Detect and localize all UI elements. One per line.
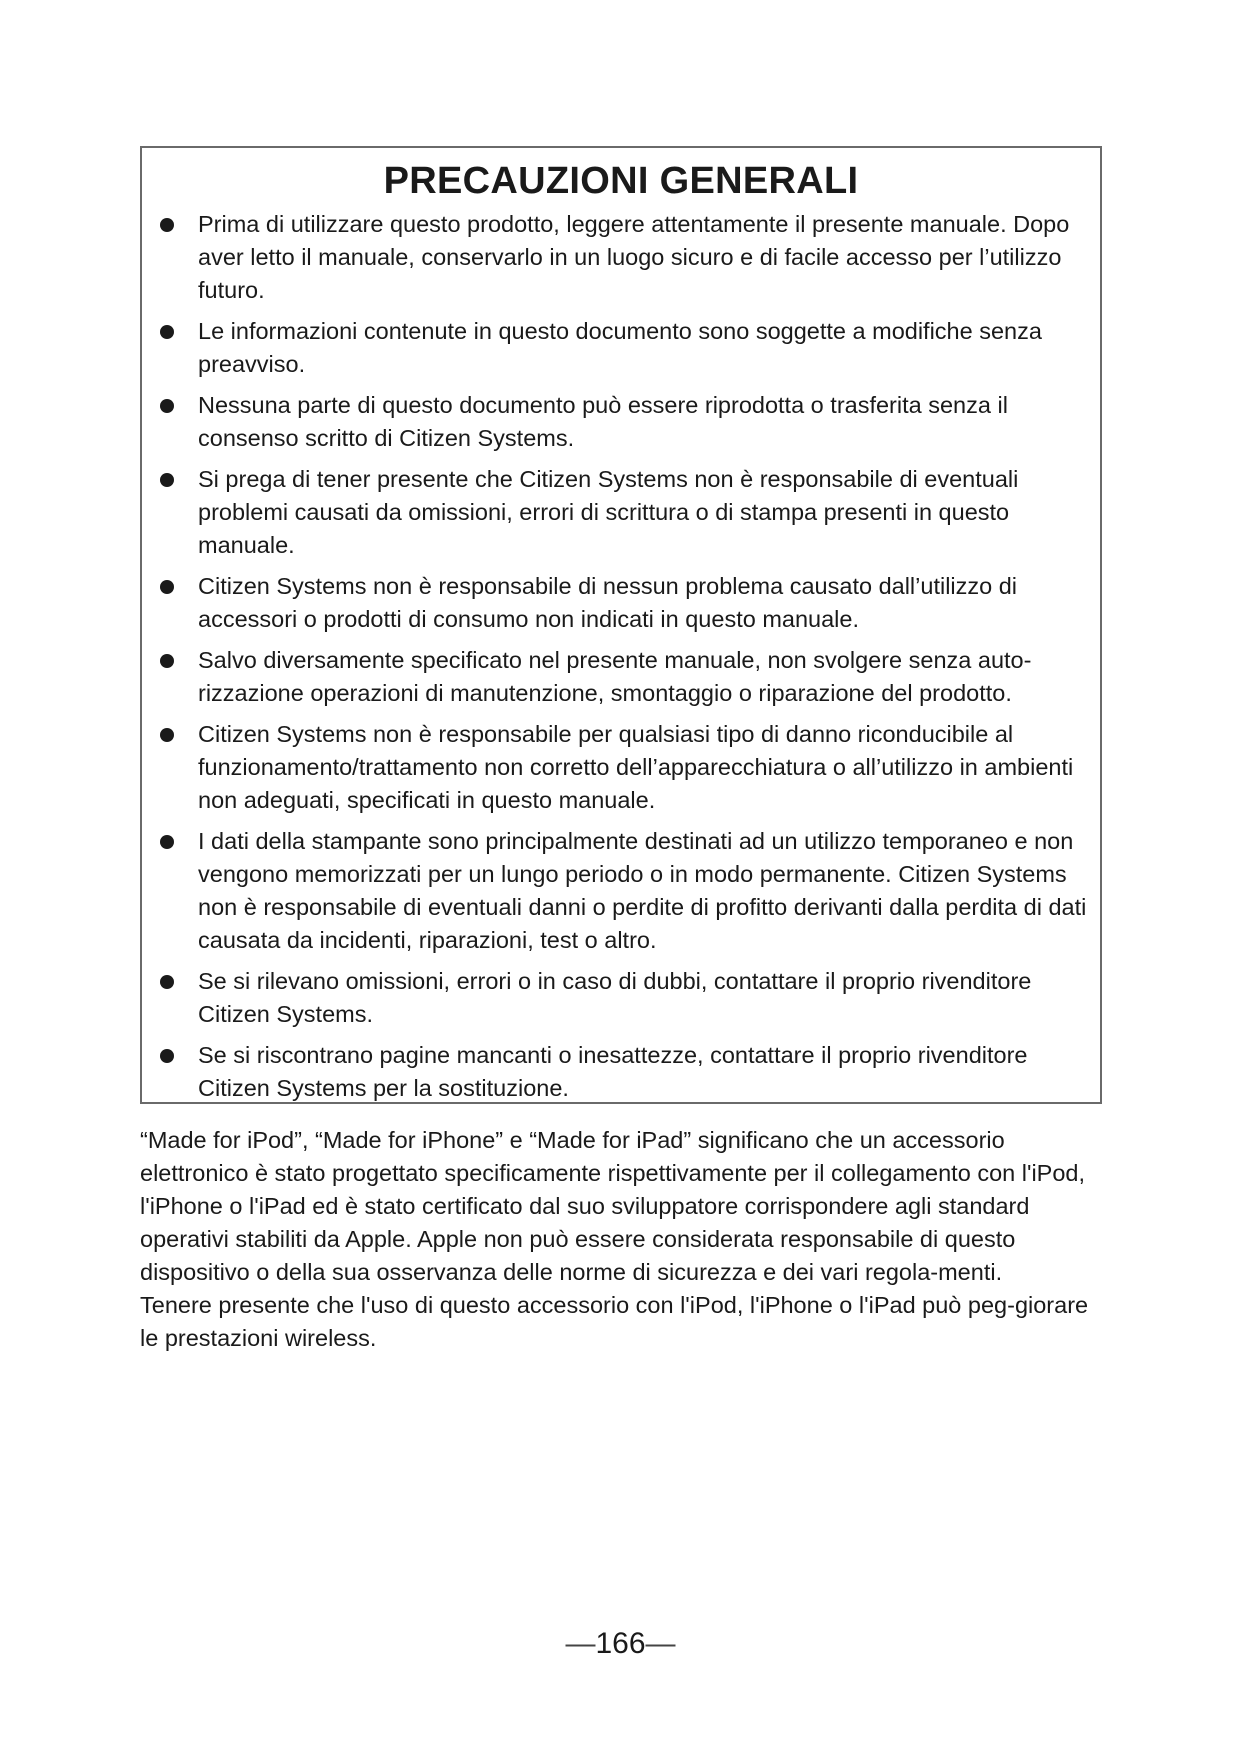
list-item-text: Prima di utilizzare questo prodotto, leggere attentamente il presente manuale. Dopo aver letto il manuale, conservarlo in un luogo sicuro e di facile accesso per l’utilizzo futuro. <box>198 211 1070 303</box>
bullet-icon <box>160 580 174 594</box>
bullet-icon <box>160 728 174 742</box>
list-item <box>142 1039 1100 1105</box>
page-footer <box>0 1626 1241 1662</box>
apple-notice-paragraph: Tenere presente che l'uso di questo accessorio con l'iPod, l'iPhone o l'iPad può peg-giorare le prestazioni wireless. <box>140 1292 1089 1351</box>
bullet-icon <box>160 1049 174 1063</box>
dash-left: — <box>565 1627 596 1660</box>
bullet-icon <box>160 399 174 413</box>
list-item <box>142 718 1100 817</box>
bullet-icon <box>160 975 174 989</box>
list-item-text: Se si riscontrano pagine mancanti o inesattezze, contattare il proprio rivenditore Citizen Systems per la sostituzione. <box>198 1042 1028 1101</box>
list-item <box>142 208 1100 307</box>
bullet-icon <box>160 325 174 339</box>
list-item <box>142 825 1100 957</box>
list-item <box>142 965 1100 1031</box>
bullet-icon <box>160 654 174 668</box>
bullet-icon <box>160 835 174 849</box>
list-item-text: Si prega di tener presente che Citizen Systems non è responsabile di eventuali problemi causati da omissioni, errori di scrittura o di stampa presenti in questo manuale. <box>198 466 1019 558</box>
list-item-text: Citizen Systems non è responsabile per qualsiasi tipo di danno riconducibile al funzionamento/trattamento non corretto dell’apparecchiatura o all’utilizzo in ambienti non adeguati, specificati in questo manuale. <box>198 721 1074 813</box>
list-item-text: Nessuna parte di questo documento può essere riprodotta o trasferita senza il consenso scritto di Citizen Systems. <box>198 392 1008 451</box>
apple-notice <box>140 1124 1102 1355</box>
list-item <box>142 644 1100 710</box>
list-item <box>142 389 1100 455</box>
precautions-list <box>142 208 1100 1113</box>
list-item-text: Salvo diversamente specificato nel presente manuale, non svolgere senza auto-rizzazione operazioni di manutenzione, smontaggio o riparazione del prodotto. <box>198 647 1032 706</box>
apple-notice-paragraph: “Made for iPod”, “Made for iPhone” e “Made for iPad” significano che un accessorio elettronico è stato progettato specificamente rispettivamente per il collegamento con l'iPod, l'iPhone o l'iPad ed è stato certificato dal suo sviluppatore corrispondere agli standard operativi stabiliti da Apple. Apple non può essere considerata responsabile di questo dispositivo o della sua osservanza delle norme di sicurezza e dei vari regola-menti. <box>140 1127 1086 1285</box>
list-item-text: I dati della stampante sono principalmente destinati ad un utilizzo temporaneo e non vengono memorizzati per un lungo periodo o in modo permanente. Citizen Systems non è responsabile di eventuali danni o perdite di profitto derivanti dalla perdita di dati causata da incidenti, riparazioni, test o altro. <box>198 828 1087 953</box>
dash-right: — <box>645 1627 676 1660</box>
list-item-text: Le informazioni contenute in questo documento sono soggette a modifiche senza preavviso. <box>198 318 1042 377</box>
list-item <box>142 463 1100 562</box>
list-item <box>142 570 1100 636</box>
bullet-icon <box>160 218 174 232</box>
precautions-title: PRECAUZIONI GENERALI <box>383 160 859 202</box>
list-item <box>142 315 1100 381</box>
bullet-icon <box>160 473 174 487</box>
list-item-text: Citizen Systems non è responsabile di nessun problema causato dall’utilizzo di accessori o prodotti di consumo non indicati in questo manuale. <box>198 573 1018 632</box>
page-number: 166 <box>595 1627 646 1660</box>
precautions-box <box>140 146 1102 1104</box>
list-item-text: Se si rilevano omissioni, errori o in caso di dubbi, contattare il proprio rivenditore Citizen Systems. <box>198 968 1032 1027</box>
